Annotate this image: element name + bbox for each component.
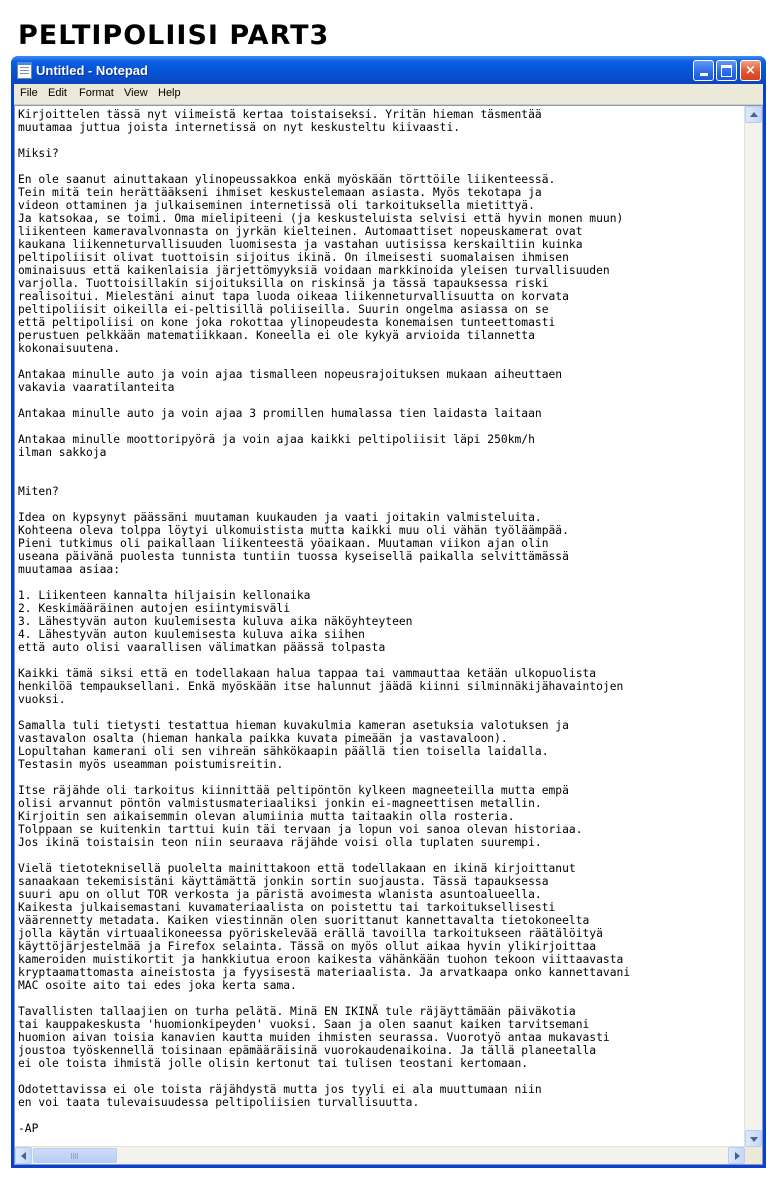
menu-file[interactable]: File: [20, 87, 38, 99]
scroll-down-arrow-icon[interactable]: [745, 1130, 762, 1147]
page-heading: PELTIPOLIISI PART3: [18, 20, 330, 51]
scroll-up-arrow-icon[interactable]: [745, 106, 762, 123]
close-icon: ×: [745, 63, 756, 78]
notepad-icon[interactable]: [17, 63, 32, 79]
horizontal-scrollbar[interactable]: [15, 1146, 745, 1164]
menu-view[interactable]: View: [124, 87, 148, 99]
vertical-scrollbar[interactable]: [744, 106, 762, 1147]
title-bar[interactable]: [11, 56, 766, 84]
menu-format[interactable]: Format: [79, 87, 114, 99]
document-text[interactable]: Kirjoittelen tässä nyt viimeistä kertaa toistaiseksi. Yritän hieman täsmentää muutamaa juttua joista internetissä on nyt keskusteltu kiivaasti. Miksi? En ole saanut ainuttakaan ylinopeussakkoa enkä myöskään törttöile liikenteessä. Tein mitä tein herättääkseni ihmiset keskustelemaan asiasta. Myös tekotapa ja videon ottaminen ja julkaiseminen internetissä oli tarkoituksella mietittyä. Ja katsokaa, se toimi. Oma mielipiteeni (ja keskusteluista selvisi että hyvin monen muun) liikenteen kameravalvonnasta on jyrkän kielteinen. Automaattiset nopeuskamerat ovat kaukana liikenneturvallisuuden luomisesta ja vastahan uutisissa kerskailtiin kuinka peltipoliisit olivat tuottoisin sijoitus ikinä. On ilmeisesti suomalaisen ihmisen ominaisuus että kaikenlaisia järjettömyyksiä voidaan markkinoida yleisen turvallisuuden varjolla. Tuottoisillakin sijoituksilla on riskinsä ja tässä tapauksessa riski realisoitui. Mielestäni ainut tapa luoda oikeaa liikenneturvallisuutta on korvata peltipoliisit oikeilla ei-peltisillä poliiseilla. Suurin ongelma asiassa on se että peltipoliisi on kone joka rokottaa ylinopeudesta konemaisen tunteettomasti perustuen pelkkään matematiikkaan. Koneella ei ole kykyä arvioida tilannetta kokonaisuutena. Antakaa minulle auto ja voin ajaa tismalleen nopeusrajoituksen mukaan aiheuttaen vakavia vaaratilanteita Antakaa minulle auto ja voin ajaa 3 promillen humalassa tien laidasta laitaan Antakaa minulle moottoripyörä ja voin ajaa kaikki peltipoliisit läpi 250km/h ilman sakkoja Miten? Idea on kypsynyt päässäni muutaman kuukauden ja vaati joitakin valmisteluita. Kohteena oleva tolppa löytyi ulkomuistista mutta kaikki muu oli vähän työläämpää. Pieni tutkimus oli paikallaan liikenteestä yöaikaan. Muutaman viikon ajan olin useana päivänä puolesta tunnista tuntiin tuossa kyseisellä paikalla selvittämässä muutamaa asiaa: 1. Liikenteen kannalta hiljaisin kellonaika 2. Keskimääräinen autojen esiintymisväli 3. Lähestyvän auton kuulemisesta kuluva aika näköyhteyteen 4. Lähestyvän auton kuulemisesta kuluva aika siihen että auto olisi vaarallisen välimatkan päässä tolpasta Kaikki tämä siksi että en todellakaan halua tappaa tai vammauttaa ketään ulkopuolista henkilöä tempauksellani. Enkä myöskään itse halunnut jäädä kiinni silminnäkijähavaintojen vuoksi. Samalla tuli tietysti testattua hieman kuvakulmia kameran asetuksia valotuksen ja vastavalon osalta (hieman hankala paikka kuvata pimeään ja vastavaloon). Lopultahan kamerani oli sen vihreän sähkökaapin päällä tien toisella laidalla. Testasin myös useamman poistumisreitin. Itse räjähde oli tarkoitus kiinnittää peltipöntön kylkeen magneeteilla mutta empä olisi arvannut pöntön valmistusmateriaaliksi jonkin ei-magneettisen metallin. Kirjoitin sen aikaisemmin olevan alumiinia mutta taitaakin olla rosteria. Tolppaan se kuitenkin tarttui kuin täi tervaan ja lopun voi sanoa olevan historiaa. Jos ikinä toistaisin teon niin seuraava räjähde voisi olla tuplaten suurempi. Vielä tietoteknisellä puolelta mainittakoon että todellakaan en ikinä kirjoittanut sanaakaan tekemisistäni käyttämättä jonkin sortin suojausta. Tässä tapauksessa suuri apu on ollut TOR verkosta ja päristä avoimesta wlanista asuntoalueella. Kaikesta julkaisemastani kuvamateriaalista on poistettu tai tarkoituksellisesti väärennetty metadata. Kaiken viestinnän olen suorittanut kannettavalta tietokoneelta jolla käytän virtuaalikoneessa pyöriskelevää erällä tavoilla tarkoitukseen räätälöityä käyttöjärjestelmää ja Firefox selainta. Tässä on myös ollut aikaa hyvin ylikirjoittaa kameroiden muistikortit ja hankkiutua eroon kaikesta vähänkään tuohon tekoon viittaavasta kryptaamattomasta aineistosta ja fyysisestä materiaalista. Ja arvatkaapa onko kannettavani MAC osoite aito tai edes joka kerta sama. Tavallisten tallaajien on turha pelätä. Minä EN IKINÄ tule räjäyttämään päiväkotia tai kauppakeskusta 'huomionkipeyden' vuoksi. Saan ja olen saanut kaiken tarvitsemani huomion aivan toisia kanavien kautta muiden ihmisten seurassa. Vuorotyö antaa mukavasti joustoa työskennellä toisinaan epämääräisinä vuorokaudenaikoina. Ja tällä planeetalla ei ole toista ihmistä jolle olisin kertonut tai tulisen teostani kertomaan. Odotettavissa ei ole toista räjähdystä mutta jos tyyli ei ala muuttumaan niin en voi taata tulevaisuudessa peltipoliisien turvallisuutta. -AP: [18, 108, 631, 1135]
menu-help[interactable]: Help: [158, 87, 181, 99]
text-editor[interactable]: [14, 105, 763, 1165]
scroll-left-arrow-icon[interactable]: [15, 1147, 32, 1164]
horizontal-scroll-thumb[interactable]: [33, 1148, 117, 1163]
maximize-icon: [721, 65, 732, 77]
minimize-button[interactable]: [693, 60, 714, 81]
notepad-window: [11, 56, 766, 1168]
menu-edit[interactable]: Edit: [48, 87, 67, 99]
window-title: Untitled - Notepad: [36, 63, 148, 78]
minimize-icon: [700, 73, 708, 76]
scrollbar-corner: [745, 1147, 762, 1164]
maximize-button[interactable]: [716, 60, 737, 81]
scroll-right-arrow-icon[interactable]: [728, 1147, 745, 1164]
close-button[interactable]: [740, 60, 761, 81]
menu-bar: [14, 84, 763, 105]
